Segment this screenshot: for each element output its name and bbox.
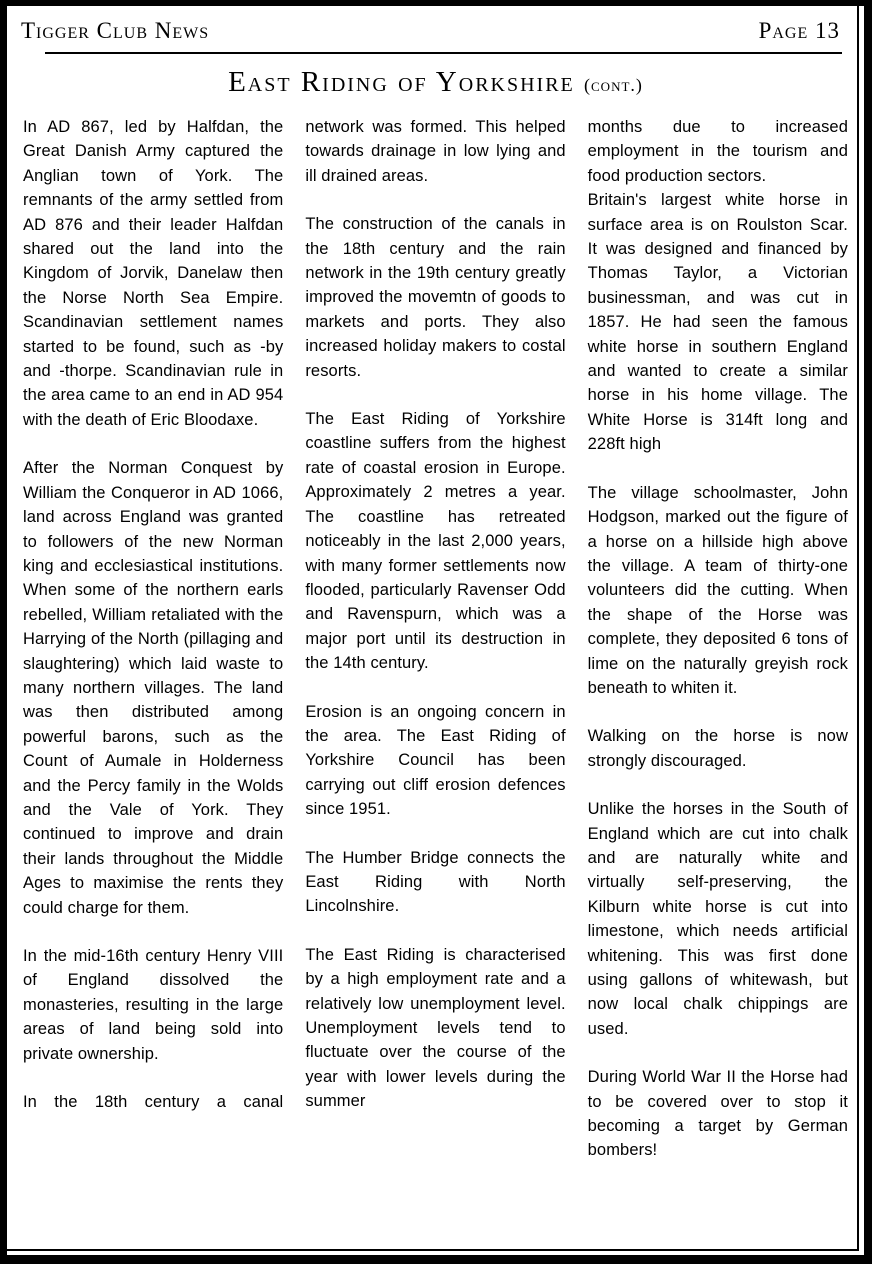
- article-title-text: East Riding of Yorkshire: [228, 66, 575, 98]
- paragraph: Unlike the horses in the South of England which are cut into chalk and are naturally white and virtually self-preserving, the Kilburn white horse is cut into limestone, which needs artificial whitening. This was first done using gallons of whitewash, but now local chalk chippings are used.: [587, 800, 848, 1038]
- paragraph: The village schoolmaster, John Hodgson, marked out the figure of a horse on a hillside high above the village. A team of thirty-one volunteers did the cutting. When the shape of the Horse was complete, they deposited 6 tons of lime on the naturally greyish rock beneath to whiten it.: [587, 483, 848, 697]
- column-1: [23, 115, 283, 1187]
- masthead: Tigger Club News: [21, 18, 210, 43]
- paragraph: During World War II the Horse had to be covered over to stop it becoming a target by German bombers!: [587, 1068, 848, 1160]
- paragraph: Walking on the horse is now strongly discouraged.: [587, 727, 848, 770]
- paragraph: The Humber Bridge connects the East Riding with North Lincolnshire.: [305, 848, 566, 916]
- page-header: [7, 6, 864, 44]
- paragraph: In the 18th century a canal: [23, 1093, 284, 1112]
- article-body: [7, 99, 864, 1187]
- paragraph: After the Norman Conquest by William the Conqueror in AD 1066, land across England was granted to followers of the new Norman king and ecclesiastical institutions. When some of the northern earls rebelled, William retaliated with the Harrying of the North (pillaging and slaughtering) which laid waste to many northern villages. The land was then distributed among powerful barons, such as the Count of Aumale in Holderness and the Percy family in the Wolds and the Vale of York. They continued to improve and drain their lands throughout the Middle Ages to maximise the rents they could charge for them.: [23, 459, 284, 917]
- paragraph: Erosion is an ongoing concern in the area. The East Riding of Yorkshire Council has been carrying out cliff erosion defences since 1951.: [305, 702, 566, 819]
- paragraph: Britain's largest white horse in surface area is on Roulston Scar. It was designed and financed by Thomas Taylor, a Victorian businessman, and was cut in 1857. He had seen the famous white horse in southern England and wanted to create a similar horse in his home village. The White Horse is 314ft long and 228ft high: [587, 191, 848, 454]
- column-3: [588, 115, 848, 1187]
- paragraph: The East Riding of Yorkshire coastline suffers from the highest rate of coastal erosion in Europe. Approximately 2 metres a year. The coastline has retreated noticeably in the last 2,000 years, with many former settlements now flooded, particularly Ravenser Odd and Ravenspurn, which was a major port until its destruction in the 14th century.: [305, 410, 566, 673]
- paragraph: network was formed. This helped towards drainage in low lying and ill drained areas.: [305, 118, 566, 185]
- column-2: [305, 115, 565, 1187]
- paragraph: The construction of the canals in the 18th century and the rain network in the 19th century greatly improved the movemtn of goods to markets and ports. They also increased holiday makers to costal resorts.: [305, 215, 566, 380]
- page-number: Page 13: [758, 18, 840, 43]
- paragraph: In AD 867, led by Halfdan, the Great Danish Army captured the Anglian town of York. The remnants of the army settled from AD 876 and their leader Halfdan shared out the land into the Kingdom of Jorvik, Danelaw then the Norse North Sea Empire. Scandinavian settlement names started to be found, such as -by and -thorpe. Scandinavian rule in the area came to an end in AD 954 with the death of Eric Bloodaxe.: [23, 118, 284, 429]
- article-title: [7, 66, 864, 99]
- paragraph: months due to increased employment in the tourism and food production sectors.: [587, 118, 848, 185]
- header-rule: [45, 52, 842, 54]
- article-title-suffix: (cont.): [584, 75, 643, 95]
- paragraph: In the mid-16th century Henry VIII of England dissolved the monasteries, resulting in the large areas of land being sold into private ownership.: [23, 947, 284, 1063]
- paragraph: The East Riding is characterised by a high employment rate and a relatively low unemployment level. Unemployment levels tend to fluctuate over the course of the year with lower levels during the summer: [305, 945, 566, 1111]
